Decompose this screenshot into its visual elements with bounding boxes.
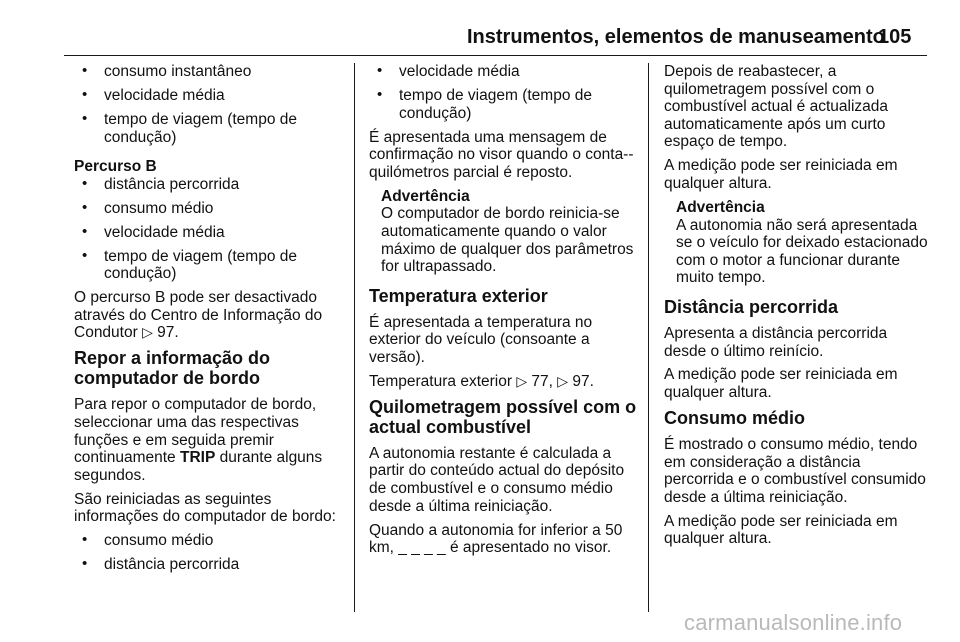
distance-paragraph: Apresenta a distância percorrida desde o último reinício. <box>664 324 888 360</box>
trip-a-list <box>74 63 346 146</box>
page-number: 105 <box>878 26 912 48</box>
trip-button-label: TRIP <box>180 449 216 467</box>
note-title: Advertência <box>676 198 765 216</box>
reset-list <box>74 532 346 574</box>
bullet-icon: • <box>377 85 383 103</box>
note-text: O computador de bordo reinicia-se automaticamente quando o valor máximo de qualquer dos parâmetros for ultrapassado. <box>381 205 634 276</box>
watermark: carmanualsonline.info <box>684 610 903 635</box>
list-item: • consumo médio <box>82 198 214 217</box>
list-item: • tempo de viagem (tempo de condução) <box>82 246 297 283</box>
page-ref-icon: ▷ <box>557 372 569 389</box>
header-divider <box>64 55 927 56</box>
column-divider-2 <box>648 63 649 612</box>
avg-consumption-paragraph: É mostrado o consumo médio, tendo em consideração a distância percorrida e o combustível consumido desde a última reiniciação. <box>664 436 926 506</box>
avg-consumption-heading: Consumo médio <box>664 408 806 429</box>
range-paragraph-2: Quando a autonomia for inferior a 50 km, _ _ _ _ é apresentado no visor. <box>369 521 623 557</box>
reset-list-intro: São reiniciadas as seguintes informações do computador de bordo: <box>74 490 336 526</box>
bullet-icon: • <box>82 85 88 103</box>
temperature-paragraph: É apresentada a temperatura no exterior do veículo (consoante a versão). <box>369 313 593 366</box>
temperature-ref-paragraph: Temperatura exterior ▷ 77, ▷ 97. <box>369 372 594 390</box>
percurso-b-heading: Percurso B <box>74 158 157 176</box>
reset-list-continued <box>369 63 639 122</box>
bullet-icon: • <box>82 109 88 127</box>
bullet-icon: • <box>82 222 88 240</box>
trip-b-list <box>74 176 346 283</box>
confirm-paragraph: É apresentada uma mensagem de confirmação no visor quando o conta--quilómetros parcial é reposto. <box>369 128 634 181</box>
bullet-icon: • <box>82 531 88 549</box>
bullet-icon: • <box>377 62 383 79</box>
deactivate-paragraph: O percurso B pode ser desactivado através do Centro de Informação do Condutor ▷ 97. <box>74 289 323 342</box>
note-title: Advertência <box>381 187 470 205</box>
range-paragraph-1: A autonomia restante é calculada a partir do conteúdo actual do depósito de combustível e o consumo médio desde a última reiniciação. <box>369 444 625 515</box>
list-item: • distância percorrida <box>82 174 240 193</box>
note-box <box>369 188 639 276</box>
column-3 <box>664 63 932 554</box>
list-item: • consumo instantâneo <box>82 62 252 80</box>
column-1 <box>74 63 346 580</box>
bullet-icon: • <box>82 555 88 573</box>
range-heading: Quilometragem possível com o actual combustível <box>369 396 637 437</box>
bullet-icon: • <box>82 198 88 216</box>
distance-reset-paragraph: A medição pode ser reiniciada em qualquer altura. <box>664 366 898 402</box>
column-2 <box>369 63 639 563</box>
temperature-heading: Temperatura exterior <box>369 285 548 306</box>
reset-heading: Repor a informação do computador de bordo <box>74 348 271 389</box>
reset-paragraph: Para repor o computador de bordo, seleccionar uma das respectivas funções e em seguida premir continuamente TRIP durante alguns segundos. <box>74 396 323 484</box>
page-title: Instrumentos, elementos de manuseamento <box>467 26 885 48</box>
column-divider-1 <box>354 63 355 612</box>
list-item: • velocidade média <box>82 85 225 104</box>
list-item: • velocidade média <box>377 62 520 80</box>
list-item: • velocidade média <box>82 222 225 241</box>
list-item: • tempo de viagem (tempo de condução) <box>82 109 297 146</box>
refuel-paragraph: Depois de reabastecer, a quilometragem possível com o combustível actual é actualizada automaticamente após um curto espaço de tempo. <box>664 63 889 151</box>
note-box <box>664 199 932 287</box>
bullet-icon: • <box>82 62 88 79</box>
list-item: • distância percorrida <box>82 555 240 574</box>
page-ref-icon: ▷ <box>142 324 153 341</box>
distance-heading: Distância percorrida <box>664 296 839 317</box>
note-text: A autonomia não será apresentada se o veículo for deixado estacionado com o motor a funcionar durante muito tempo. <box>676 216 928 287</box>
avg-consumption-reset-paragraph: A medição pode ser reiniciada em qualquer altura. <box>664 512 898 548</box>
list-item: • consumo médio <box>82 531 214 550</box>
list-item: • tempo de viagem (tempo de condução) <box>377 85 592 122</box>
bullet-icon: • <box>82 246 88 264</box>
refuel-reset-paragraph: A medição pode ser reiniciada em qualquer altura. <box>664 157 898 192</box>
bullet-icon: • <box>82 174 88 192</box>
page-ref-icon: ▷ <box>516 372 528 389</box>
